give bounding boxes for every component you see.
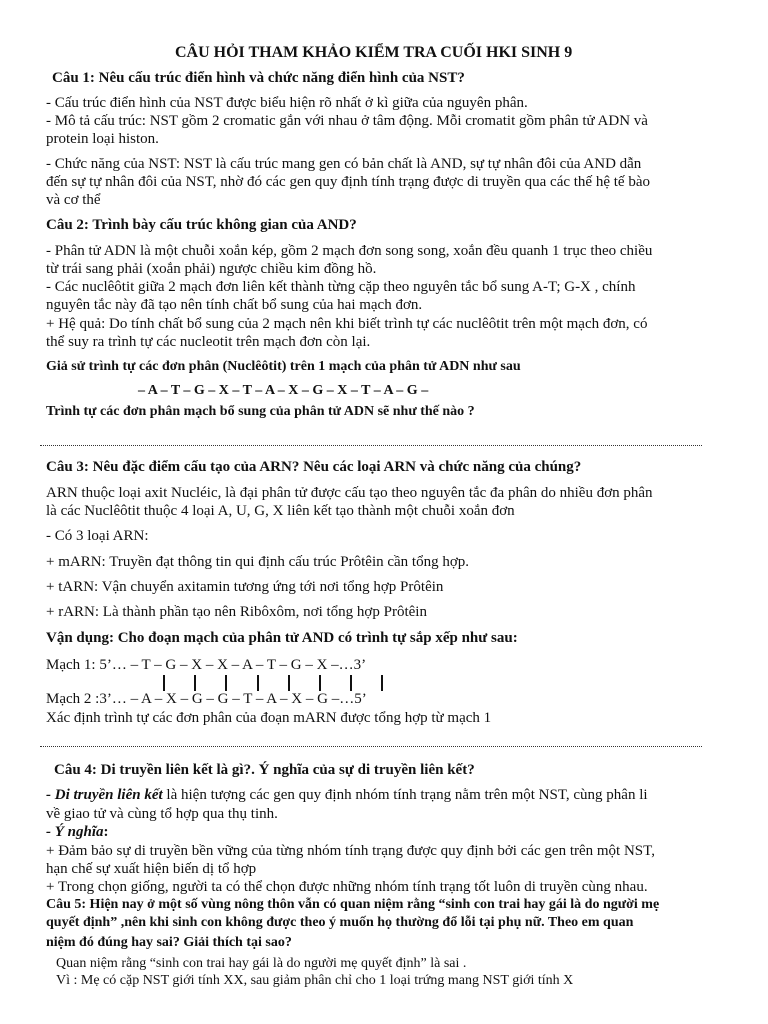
bond-line — [257, 675, 259, 691]
bond-line — [350, 675, 352, 691]
separator — [40, 746, 702, 747]
q4-def-line2: về giao tử và cùng tổ hợp qua thụ tinh. — [46, 806, 278, 822]
q4-def-term: - Di truyền liên kết — [46, 787, 163, 803]
bond-line — [163, 675, 165, 691]
separator — [40, 445, 702, 446]
q2-heading: Câu 2: Trình bày cấu trúc không gian của AND? — [46, 217, 357, 233]
q3-strand-2: Mạch 2 :3’… – A – X – G – G – T – A – X – G –…5’ — [46, 691, 367, 707]
bond-line — [319, 675, 321, 691]
q1-line: - Cấu trúc điển hình của NST được biểu hiện rõ nhất ở kì giữa của nguyên phân. — [46, 95, 528, 111]
q5-heading: niệm đó đúng hay sai? Giải thích tại sao? — [46, 935, 292, 950]
q5-heading: quyết định” ,nên khi sinh con không được theo ý muốn họ thường đổ lỗi tại phụ nữ. Theo em quan — [46, 915, 634, 930]
q2-ask: Trình tự các đơn phân mạch bổ sung của phân tử ADN sẽ như thế nào ? — [46, 404, 475, 419]
q2-assume: Giả sử trình tự các đơn phân (Nuclêôtit) trên 1 mạch của phân tử ADN như sau — [46, 359, 521, 374]
q2-line: nguyên tắc này đã tạo nên tính chất bổ sung của hai mạch đơn. — [46, 297, 423, 313]
q4-meaning — [46, 824, 109, 841]
q4-definition — [46, 787, 648, 804]
q3-type-item: + tARN: Vận chuyển axitamin tương ứng tới nơi tổng hợp Prôtêin — [46, 579, 444, 595]
q4-meaning-colon: : — [103, 824, 109, 840]
q3-line: ARN thuộc loại axit Nucléic, là đại phân tử được cấu tạo theo nguyên tắc đa phân do nhiều đơn phân — [46, 485, 653, 501]
q3-ask: Xác định trình tự các đơn phân của đoạn mARN được tổng hợp từ mạch 1 — [46, 710, 492, 726]
q2-line: từ trái sang phải (xoắn phải) ngược chiều kim đồng hồ. — [46, 261, 377, 277]
q3-line: là các Nuclêôtit thuộc 4 loại A, U, G, X liên kết tạo thành một chuỗi xoắn đơn — [46, 503, 515, 519]
q3-type-item: + mARN: Truyền đạt thông tin qui định cấu trúc Prôtêin cần tổng hợp. — [46, 554, 470, 570]
q1-heading: Câu 1: Nêu cấu trúc điển hình và chức năng điển hình của NST? — [52, 70, 465, 86]
bond-line — [194, 675, 196, 691]
q3-apply: Vận dụng: Cho đoạn mạch của phân tử AND có trình tự sắp xếp như sau: — [46, 630, 518, 646]
q4-line: + Đảm bảo sự di truyền bền vững của từng nhóm tính trạng được quy định bởi các gen trên một NST, — [46, 843, 655, 859]
bond-line — [225, 675, 227, 691]
q2-line: thể suy ra trình tự các nucleotit trên mạch đơn còn lại. — [46, 334, 371, 350]
q1-line: đến sự tự nhân đôi của NST, nhờ đó các gen quy định tính trạng được di truyền qua các thế hệ tế bào — [46, 174, 650, 190]
q1-line: và cơ thể — [46, 192, 101, 208]
q4-line: hạn chế sự xuất hiện biến dị tổ hợp — [46, 861, 257, 877]
q2-line: - Các nuclêôtit giữa 2 mạch đơn liên kết thành từng cặp theo nguyên tắc bổ sung A-T; G-X , chính — [46, 279, 636, 295]
bond-line — [288, 675, 290, 691]
q5-heading: Câu 5: Hiện nay ở một số vùng nông thôn vẫn có quan niệm rằng “sinh con trai hay gái là do người mẹ — [46, 897, 660, 912]
q4-line: + Trong chọn giống, người ta có thể chọn được những nhóm tính trạng tốt luôn di truyền cùng nhau. — [46, 879, 648, 895]
page-title: CÂU HỎI THAM KHẢO KIỂM TRA CUỐI HKI SINH 9 — [175, 44, 573, 61]
q2-line: - Phân tử ADN là một chuỗi xoắn kép, gồm 2 mạch đơn song song, xoắn đều quanh 1 trục theo chiều — [46, 243, 653, 259]
q2-line: + Hệ quả: Do tính chất bổ sung của 2 mạch nên khi biết trình tự các nuclêôtit trên một mạch đơn, có — [46, 316, 648, 332]
q4-def-rest: là hiện tượng các gen quy định nhóm tính trạng nằm trên một NST, cùng phân li — [162, 787, 648, 803]
q3-type-item: + rARN: Là thành phần tạo nên Ribôxôm, nơi tổng hợp Prôtêin — [46, 604, 427, 620]
q5-line: Quan niệm rằng “sinh con trai hay gái là do người mẹ quyết định” là sai . — [56, 956, 467, 971]
q1-line: protein loại histon. — [46, 131, 159, 147]
q5-line: Vì : Mẹ có cặp NST giới tính XX, sau giảm phân chỉ cho 1 loại trứng mang NST giới tính X — [56, 973, 574, 988]
q3-types-intro: - Có 3 loại ARN: — [46, 528, 149, 544]
q4-heading: Câu 4: Di truyền liên kết là gì?. Ý nghĩa của sự di truyền liên kết? — [54, 762, 475, 778]
q1-line: - Mô tả cấu trúc: NST gồm 2 cromatic gắn với nhau ở tâm động. Mỗi cromatit gồm phân tử ADN và — [46, 113, 648, 129]
q4-meaning-label: - Ý nghĩa — [46, 824, 104, 840]
q3-strand-1: Mạch 1: 5’… – T – G – X – X – A – T – G – X –…3’ — [46, 657, 367, 673]
q3-heading: Câu 3: Nêu đặc điểm cấu tạo của ARN? Nêu các loại ARN và chức năng của chúng? — [46, 459, 582, 475]
q1-line: - Chức năng của NST: NST là cấu trúc mang gen có bản chất là AND, sự tự nhân đôi của AND dẫn — [46, 156, 642, 172]
bond-line — [381, 675, 383, 691]
q2-sequence: – A – T – G – X – T – A – X – G – X – T – A – G – — [138, 383, 429, 398]
